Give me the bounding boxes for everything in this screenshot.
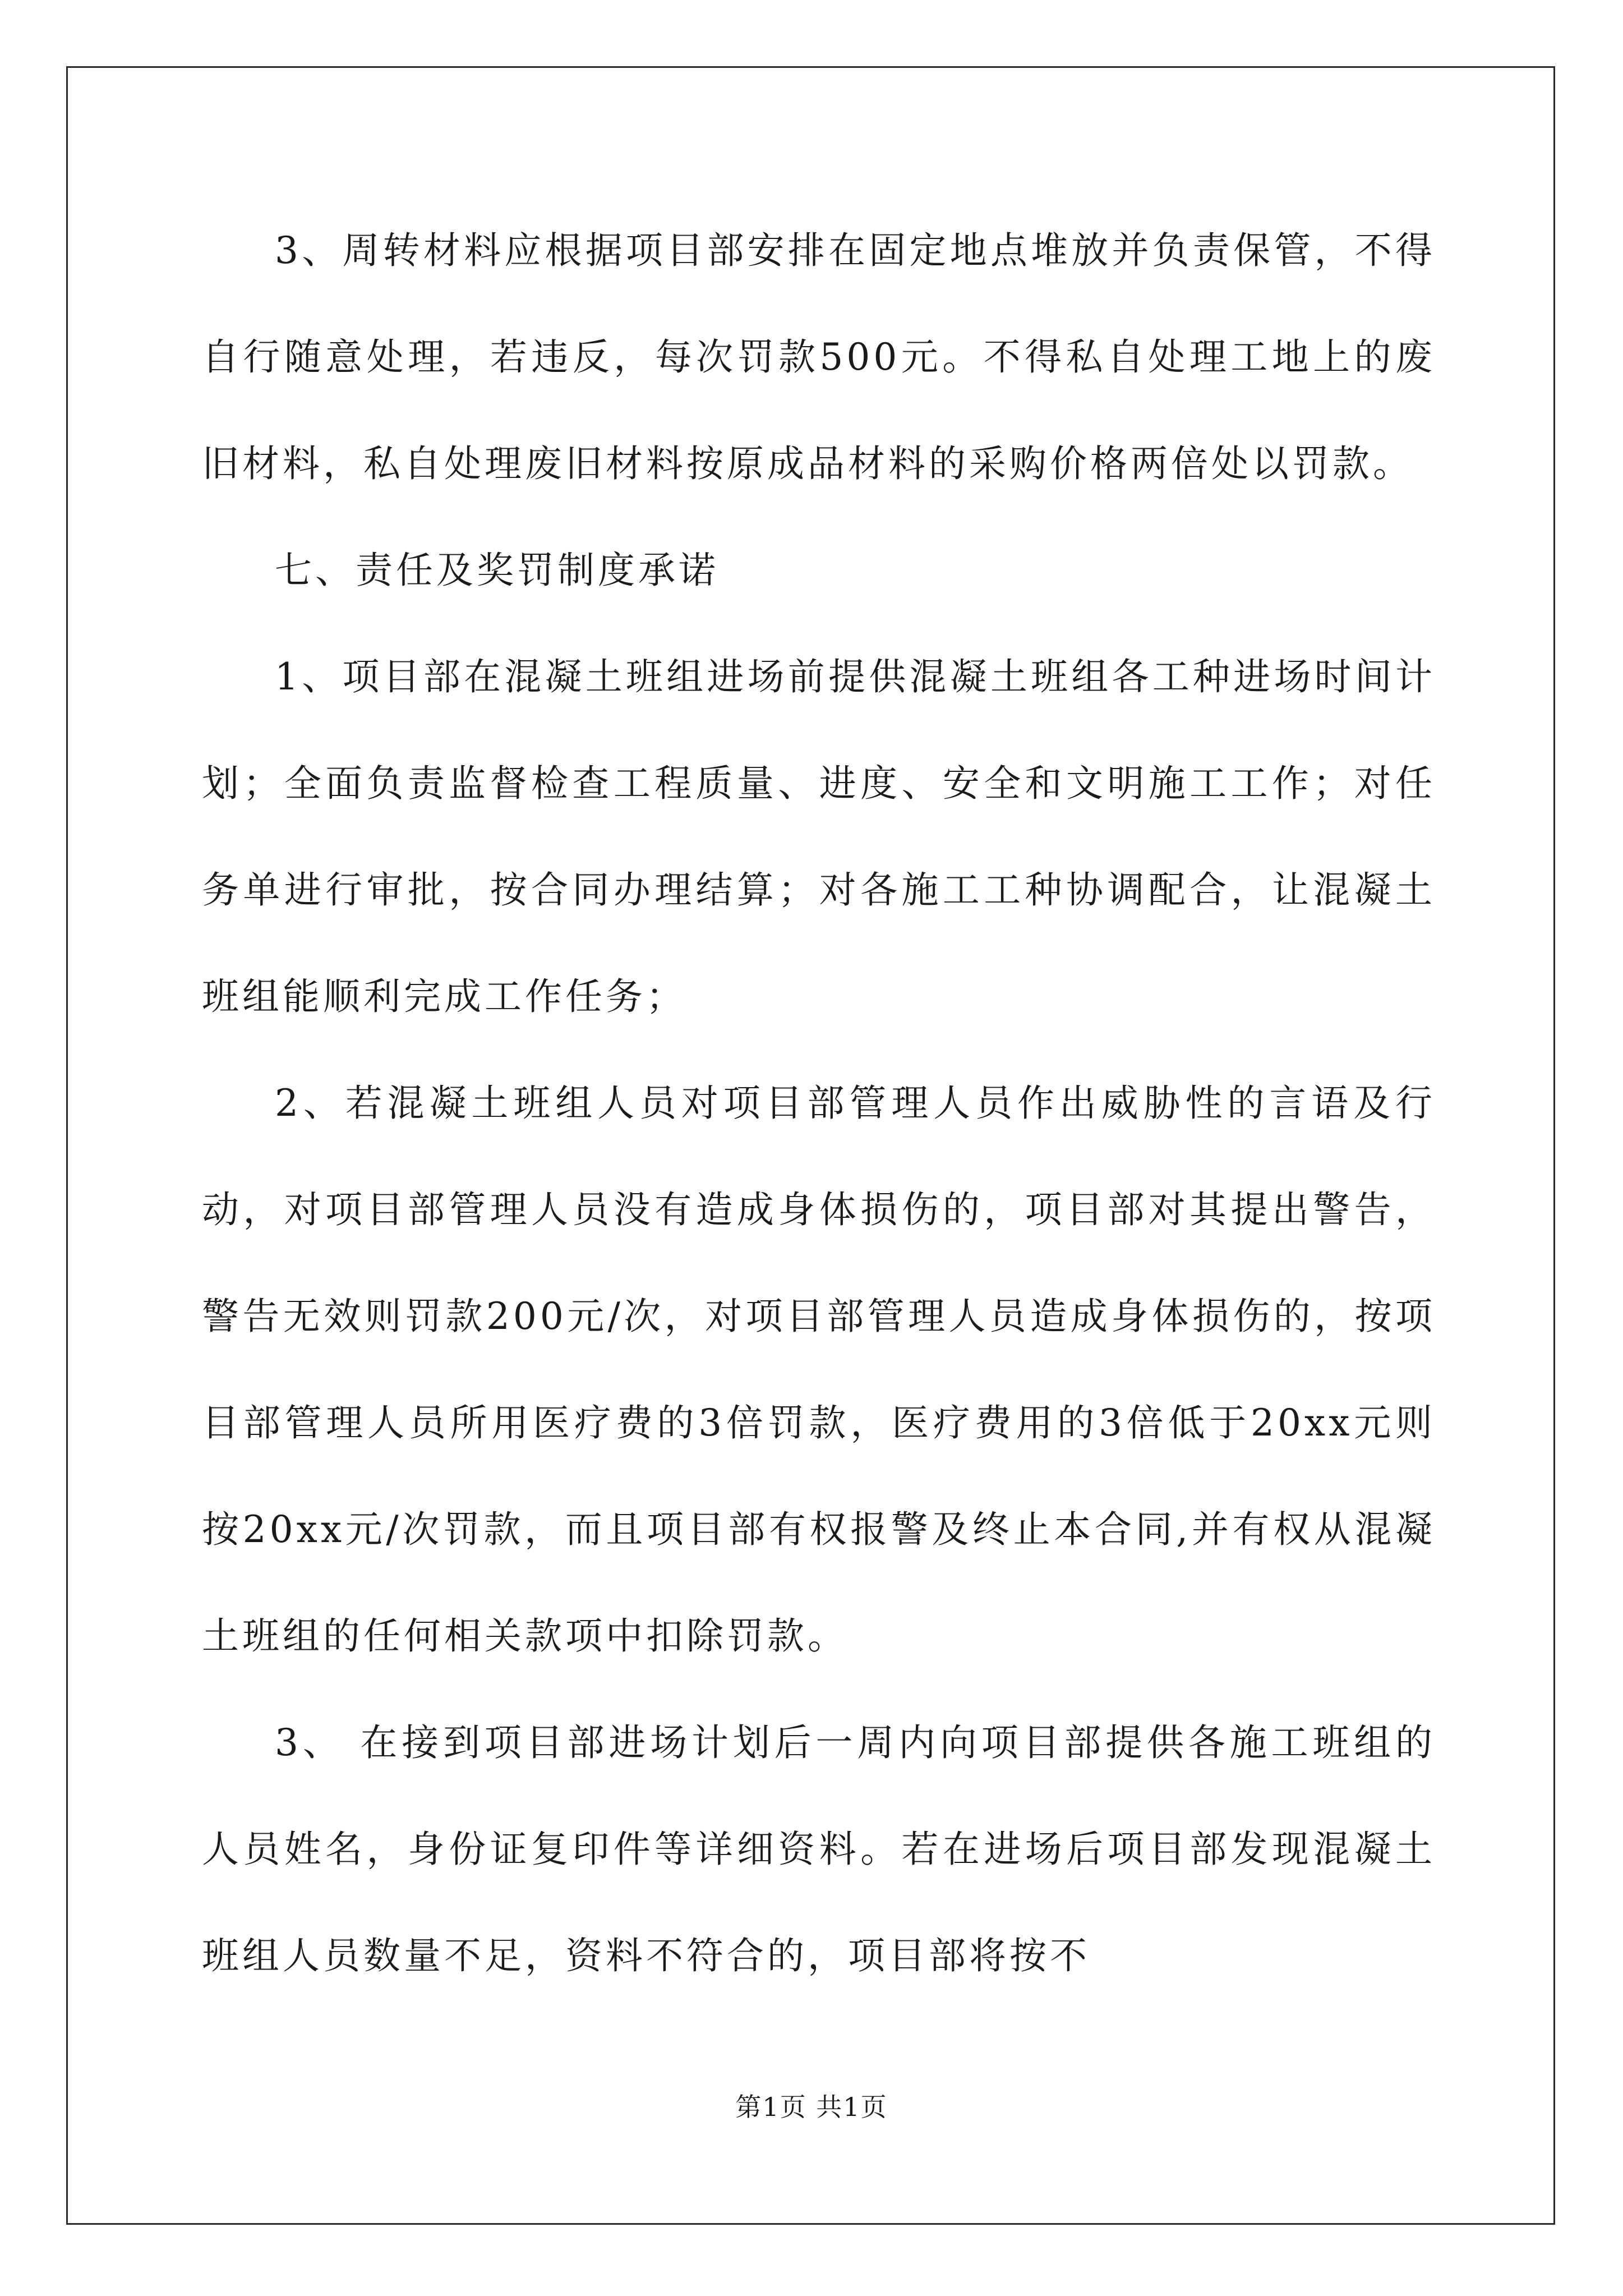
paragraph-rotating-materials: 3、周转材料应根据项目部安排在固定地点堆放并负责保管，不得自行随意处理，若违反，每次罚款500元。不得私自处理工地上的废旧材料，私自处理废旧材料按原成品材料的采购价格两倍处以罚款。 [202, 229, 1436, 485]
paragraph-project-duties: 1、项目部在混凝土班组进场前提供混凝土班组各工种进场时间计划；全面负责监督检查工程质量、进度、安全和文明施工工作；对任务单进行审批，按合同办理结算；对各施工工种协调配合，让混凝土班组能顺利完成工作任务； [202, 655, 1436, 1018]
document-body [202, 197, 1436, 2009]
paragraph-threat-penalty: 2、若混凝土班组人员对项目部管理人员作出威胁性的言语及行动，对项目部管理人员没有造成身体损伤的，项目部对其提出警告，警告无效则罚款200元/次，对项目部管理人员造成身体损伤的，按项目部管理人员所用医疗费的3倍罚款，医疗费用的3倍低于20xx元则按20xx元/次罚款，而且项目部有权报警及终止本合同,并有权从混凝土班组的任何相关款项中扣除罚款。 [202, 1082, 1436, 1658]
paragraph-personnel-info: 3、 在接到项目部进场计划后一周内向项目部提供各施工班组的人员姓名，身份证复印件等详细资料。若在进场后项目部发现混凝土班组人员数量不足，资料不符合的，项目部将按不 [202, 1721, 1436, 1977]
section-heading-responsibility: 七、责任及奖罚制度承诺 [275, 549, 719, 592]
page-footer: 第1页 共1页 [735, 2092, 888, 2122]
